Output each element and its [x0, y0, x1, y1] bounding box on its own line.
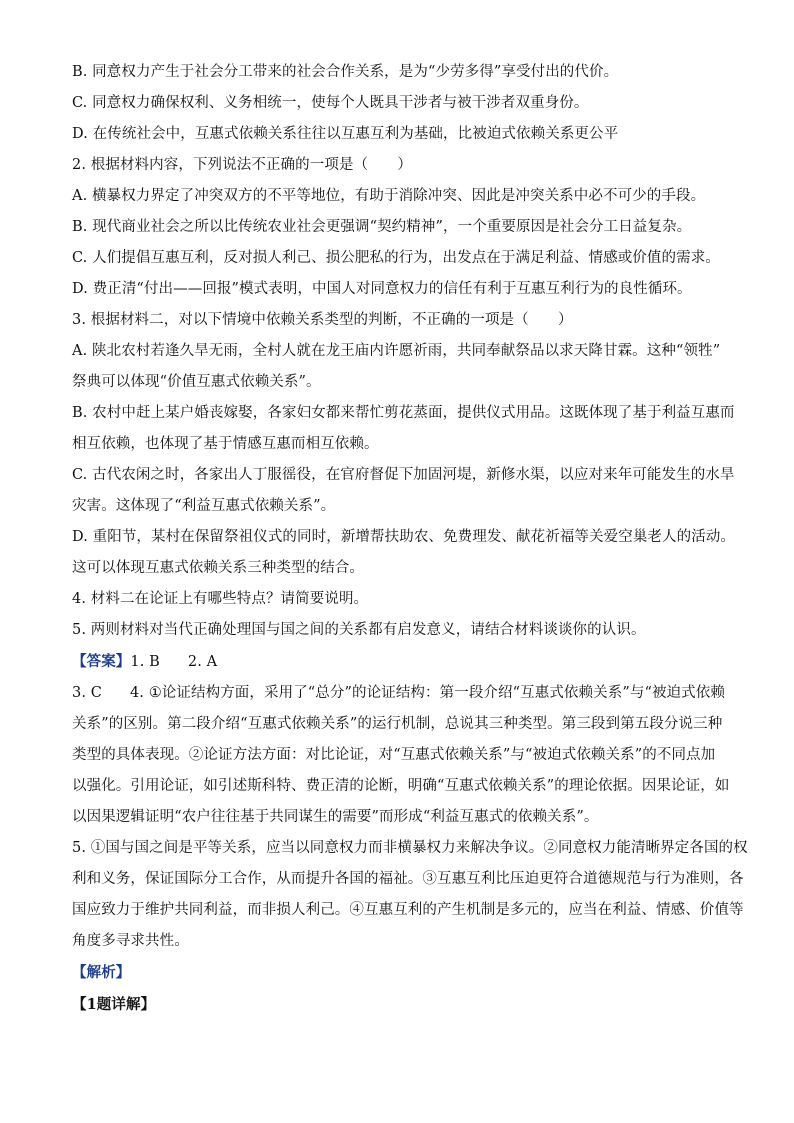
- option-b-q2: B. 现代商业社会之所以比传统农业社会更强调“契约精神”，一个重要原因是社会分工日益复杂。: [72, 219, 692, 235]
- answer-line: 以强化。引用论证，如引述斯科特、费正清的论断，明确“互惠式依赖关系”的理论依据。因果论证，如: [72, 778, 730, 794]
- answer-line: 5. ①国与国之间是平等关系，应当以同意权力而非横暴权力来解决争议。②同意权力能清晰界定各国的权: [72, 840, 748, 856]
- analysis-row: [72, 962, 724, 984]
- answer-line: 国应致力于维护共同利益，而非损人利己。④互惠互利的产生机制是多元的，应当在利益、情感、价值等: [72, 902, 744, 918]
- answer-row: [72, 651, 724, 673]
- option-d-q1: D. 在传统社会中，互惠式依赖关系往往以互惠互利为基础，比被迫式依赖关系更公平: [72, 126, 619, 142]
- answer-line: 利和义务，保证国际分工合作，从而提升各国的福祉。③互惠互利比压迫更符合道德规范与行为准则，各: [72, 871, 744, 887]
- option-b-q1: B. 同意权力产生于社会分工带来的社会合作关系，是为“少劳多得”享受付出的代价。: [72, 64, 619, 80]
- answer-3: 3. C: [72, 685, 102, 701]
- option-a-q3: A. 陕北农村若逢久旱无雨，全村人就在龙王庙内许愿祈雨，共同奉献祭品以求天降甘霖。这种“领牲”: [72, 343, 721, 359]
- question-3: 3. 根据材料二，对以下情境中依赖关系类型的判断，不正确的一项是（ ）: [72, 312, 573, 328]
- option-a-q2: A. 横暴权力界定了冲突双方的不平等地位，有助于消除冲突、因此是冲突关系中必不可少的手段。: [72, 188, 706, 204]
- option-d-q2: D. 费正清“付出——回报”模式表明，中国人对同意权力的信任有利于互惠互利行为的良性循环。: [72, 281, 692, 297]
- option-b-q3-cont: 相互依赖，也体现了基于情感互惠而相互依赖。: [72, 436, 379, 452]
- option-c-q3-cont: 灾害。这体现了“利益互惠式依赖关系”。: [72, 498, 336, 514]
- analysis-tag: 【解析】: [72, 964, 131, 981]
- page-content: [72, 62, 748, 1026]
- option-c-q3: C. 古代农闲之时，各家出人丁服徭役，在官府督促下加固河堤，新修水渠，以应对来年可能发生的水旱: [72, 467, 735, 483]
- answer-line: 以因果逻辑证明“农户往往基于共同谋生的需要”而形成“利益互惠式的依赖关系”。: [72, 809, 599, 825]
- answer-line: 角度多寻求共性。: [72, 933, 189, 949]
- answer-1: 1. B: [130, 654, 160, 670]
- question-5: 5. 两则材料对当代正确处理国与国之间的关系都有启发意义，请结合材料谈谈你的认识。: [72, 622, 646, 638]
- answer-line: 关系”的区别。第二段介绍“互惠式依赖关系”的运行机制，总说其三种类型。第三段到第五段分说三种: [72, 716, 723, 732]
- option-d-q3: D. 重阳节，某村在保留祭祖仪式的同时，新增帮扶助农、免费理发、献花祈福等关爱空巢老人的活动。: [72, 529, 736, 545]
- answer-2: 2. A: [187, 654, 218, 670]
- option-c-q1: C. 同意权力确保权利、义务相统一，使每个人既具干涉者与被干涉者双重身份。: [72, 95, 589, 111]
- question-2: 2. 根据材料内容，下列说法不正确的一项是（ ）: [72, 157, 412, 173]
- detail-tag: 【1题详解】: [72, 996, 156, 1013]
- answer-4-start: 4. ①论证结构方面，采用了“总分”的论证结构：第一段介绍“互惠式依赖关系”与“被迫式依赖: [129, 685, 725, 701]
- option-c-q2: C. 人们提倡互惠互利，反对损人利己、损公肥私的行为，出发点在于满足利益、情感或价值的需求。: [72, 250, 720, 266]
- question-4: 4. 材料二在论证上有哪些特点？请简要说明。: [72, 591, 369, 607]
- answer-3-4-row: [72, 683, 724, 704]
- option-d-q3-cont: 这可以体现互惠式依赖关系三种类型的结合。: [72, 560, 364, 576]
- option-a-q3-cont: 祭典可以体现“价值互惠式依赖关系”。: [72, 374, 321, 390]
- answer-tag: 【答案】: [72, 653, 131, 670]
- detail-row: [72, 994, 724, 1016]
- option-b-q3: B. 农村中赶上某户婚丧嫁娶，各家妇女都来帮忙剪花蒸面，提供仪式用品。这既体现了基于利益互惠而: [72, 405, 735, 421]
- answer-line: 类型的具体表现。②论证方法方面：对比论证，对“互惠式依赖关系”与“被迫式依赖关系”的不同点加: [72, 747, 716, 763]
